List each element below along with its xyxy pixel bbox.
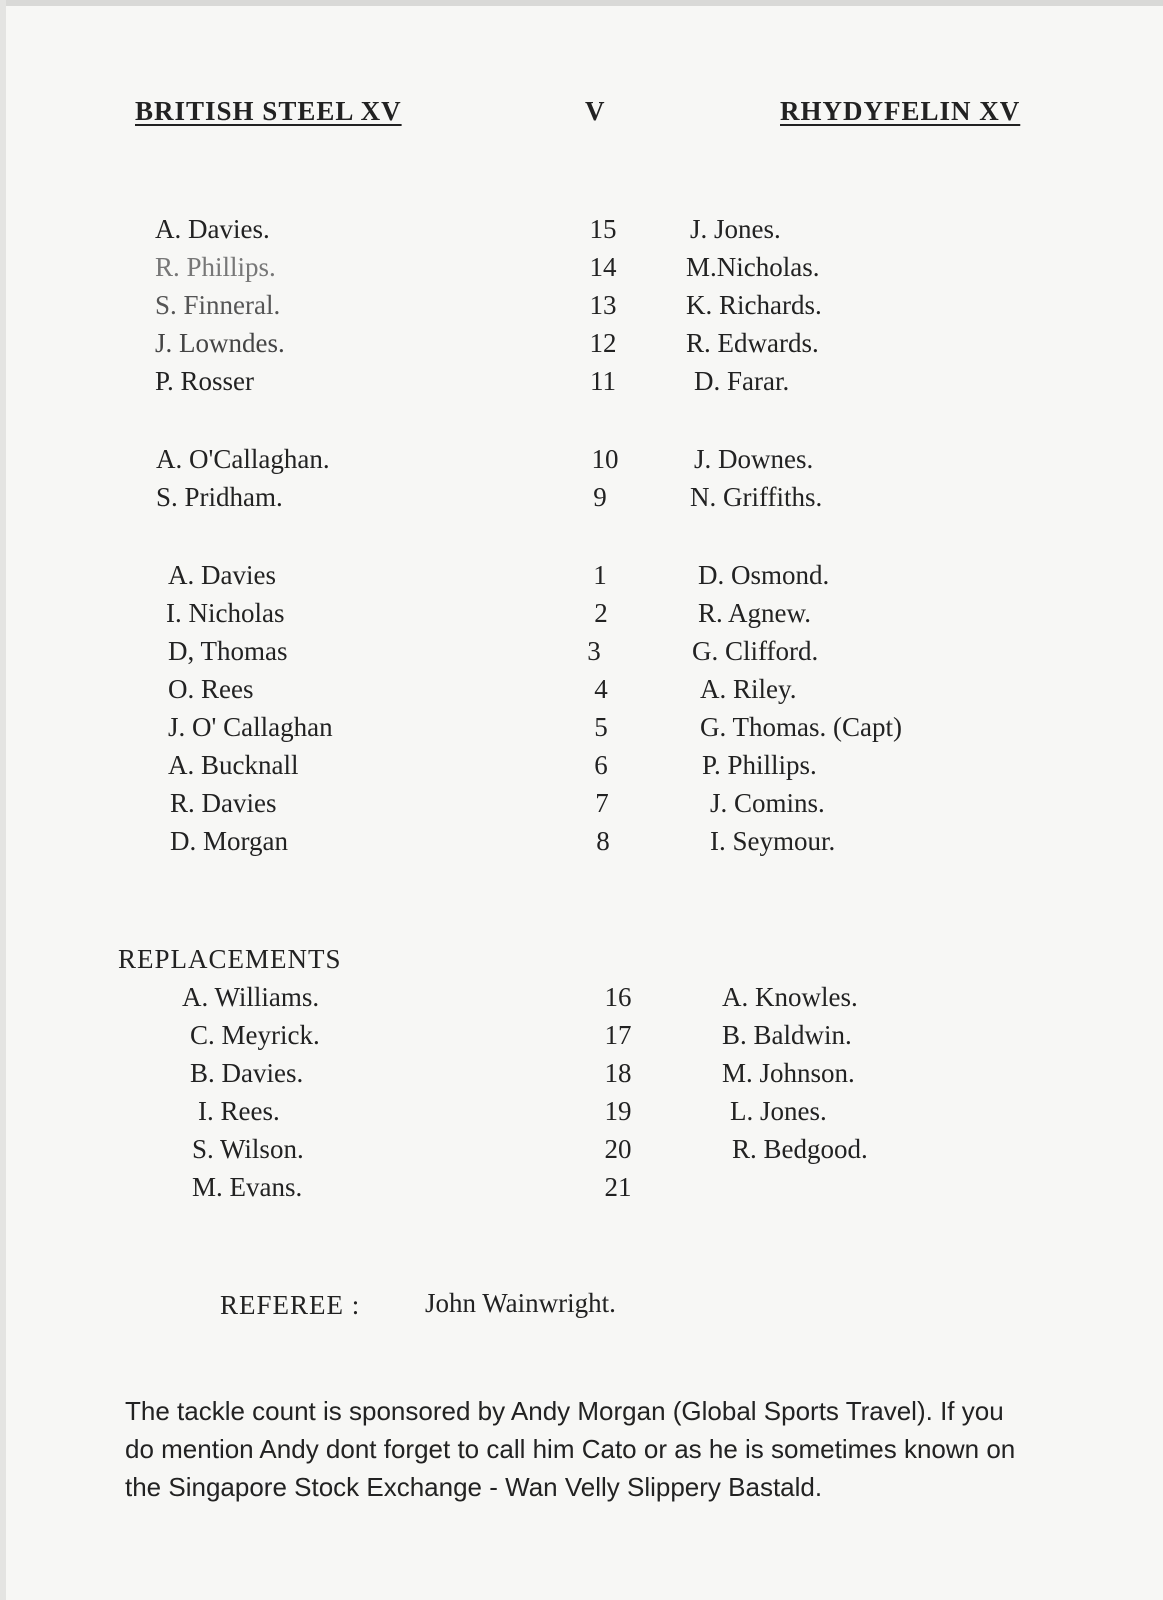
- referee-label: REFEREE :: [220, 1290, 361, 1320]
- position-number: 6: [594, 750, 608, 780]
- position-number: 17: [604, 1020, 632, 1050]
- home-player: A. Davies: [168, 560, 276, 590]
- home-player: S. Pridham.: [156, 482, 283, 512]
- away-player: M.Nicholas.: [686, 252, 820, 282]
- home-player: M. Evans.: [192, 1172, 303, 1202]
- away-player: I. Seymour.: [710, 826, 836, 856]
- away-player: D. Farar.: [694, 366, 790, 396]
- position-number: 1: [593, 560, 607, 590]
- away-player: L. Jones.: [730, 1096, 827, 1126]
- home-player: D, Thomas: [168, 636, 288, 666]
- position-number: 21: [604, 1172, 632, 1202]
- home-player: A. Williams.: [182, 982, 320, 1012]
- sponsor-note-line: do mention Andy dont forget to call him Cato or as he is sometimes known on: [125, 1434, 1016, 1464]
- away-team-title: RHYDYFELIN XV: [780, 96, 1021, 126]
- position-number: 9: [593, 482, 607, 512]
- position-number: 20: [604, 1134, 632, 1164]
- referee-name: John Wainwright.: [425, 1288, 616, 1318]
- position-number: 7: [595, 788, 609, 818]
- position-number: 8: [596, 826, 610, 856]
- away-player: N. Griffiths.: [690, 482, 823, 512]
- position-number: 13: [589, 290, 617, 320]
- home-player: J. O' Callaghan: [168, 712, 333, 742]
- position-number: 19: [604, 1096, 632, 1126]
- away-player: R. Agnew.: [698, 598, 811, 628]
- away-player: B. Baldwin.: [722, 1020, 852, 1050]
- page-left-edge: [0, 0, 6, 1600]
- position-number: 16: [604, 982, 632, 1012]
- home-player: A. Bucknall: [168, 750, 299, 780]
- away-player: J. Comins.: [710, 788, 825, 818]
- home-player: R. Phillips.: [155, 252, 276, 282]
- position-number: 11: [590, 366, 616, 396]
- home-player: I. Rees.: [198, 1096, 280, 1126]
- position-number: 14: [589, 252, 617, 282]
- away-player: G. Clifford.: [692, 636, 819, 666]
- page-top-edge: [0, 0, 1163, 6]
- home-player: D. Morgan: [170, 826, 288, 856]
- position-number: 15: [589, 214, 617, 244]
- home-player: I. Nicholas: [166, 598, 285, 628]
- sponsor-note-line: the Singapore Stock Exchange - Wan Velly Slippery Bastald.: [125, 1472, 823, 1502]
- home-player: R. Davies: [170, 788, 277, 818]
- home-player: S. Finneral.: [155, 290, 281, 320]
- position-number: 10: [591, 444, 619, 474]
- away-player: P. Phillips.: [702, 750, 817, 780]
- home-player: B. Davies.: [190, 1058, 304, 1088]
- replacements-heading: REPLACEMENTS: [118, 944, 342, 974]
- position-number: 5: [594, 712, 608, 742]
- position-number: 18: [604, 1058, 632, 1088]
- home-player: O. Rees: [168, 674, 254, 704]
- away-player: J. Jones.: [690, 214, 781, 244]
- home-player: A. O'Callaghan.: [156, 444, 330, 474]
- position-number: 2: [594, 598, 608, 628]
- home-team-title: BRITISH STEEL XV: [135, 96, 402, 126]
- sponsor-note-line: The tackle count is sponsored by Andy Morgan (Global Sports Travel). If you: [125, 1396, 1004, 1426]
- position-number: 12: [589, 328, 617, 358]
- home-player: P. Rosser: [155, 366, 255, 396]
- away-player: D. Osmond.: [698, 560, 830, 590]
- away-player: G. Thomas. (Capt): [700, 712, 902, 742]
- away-player: A. Riley.: [700, 674, 797, 704]
- away-player: R. Bedgood.: [732, 1134, 868, 1164]
- sponsor-note: [125, 1392, 1163, 1506]
- away-player: A. Knowles.: [722, 982, 858, 1012]
- away-player: M. Johnson.: [722, 1058, 855, 1088]
- position-number: 3: [587, 636, 601, 666]
- away-player: R. Edwards.: [686, 328, 819, 358]
- away-player: J. Downes.: [694, 444, 814, 474]
- versus-label: V: [585, 96, 606, 126]
- home-player: A. Davies.: [155, 214, 270, 244]
- position-number: 4: [594, 674, 608, 704]
- away-player: K. Richards.: [686, 290, 822, 320]
- home-player: C. Meyrick.: [190, 1020, 320, 1050]
- home-player: S. Wilson.: [192, 1134, 304, 1164]
- home-player: J. Lowndes.: [155, 328, 285, 358]
